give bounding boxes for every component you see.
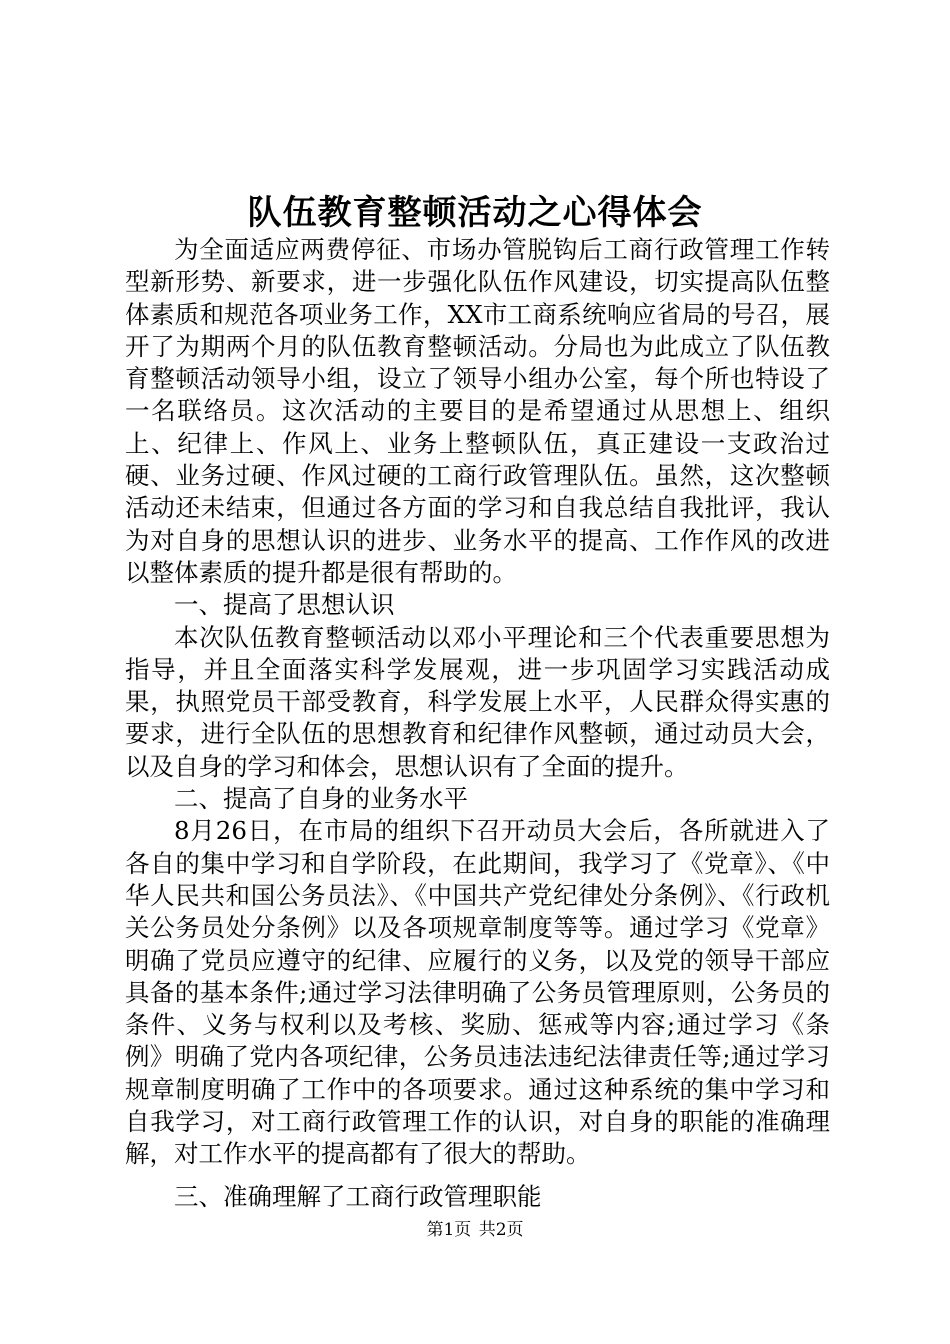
section-heading-3: 三、准确理解了工商行政管理职能 [174,1181,542,1211]
page-number: 第1页 [426,1220,472,1240]
paragraph-intro: 为全面适应两费停征、市场办管脱钩后工商行政管理工作转型新形势、新要求，进一步强化队伍作风建设，切实提高队伍整体素质和规范各项业务工作，XX市工商系统响应省局的号召，展开了为期两个月的队伍教育整顿活动。分局也为此成立了队伍教育整顿活动领导小组，设立了领导小组办公室，每个所也特设了一名联络员。这次活动的主要目的是希望通过从思想上、组织上、纪律上、作风上、业务上整顿队伍，真正建设一支政治过硬、业务过硬、作风过硬的工商行政管理队伍。虽然，这次整顿活动还未结束，但通过各方面的学习和自我总结自我批评，我认为对自身的思想认识的进步、业务水平的提高、工作作风的改进以整体素质的提升都是很有帮助的。 [125,235,830,587]
page-title: 队伍教育整顿活动之心得体会 [247,193,703,233]
document-body [125,234,830,1213]
page-footer [0,1215,950,1240]
page-total: 共2页 [478,1220,524,1240]
paragraph-section-1: 本次队伍教育整顿活动以邓小平理论和三个代表重要思想为指导，并且全面落实科学发展观，进一步巩固学习实践活动成果，执照党员干部受教育，科学发展上水平，人民群众得实惠的要求，进行全队伍的思想教育和纪律作风整顿，通过动员大会，以及自身的学习和体会，思想认识有了全面的提升。 [125,622,830,781]
paragraph-section-2: 8月26日，在市局的组织下召开动员大会后，各所就进入了各自的集中学习和自学阶段，在此期间，我学习了《党章》、《中华人民共和国公务员法》、《中国共产党纪律处分条例》、《行政机关公务员处分条例》以及各项规章制度等等。通过学习《党章》明确了党员应遵守的纪律、应履行的义务，以及党的领导干部应具备的基本条件;通过学习法律明确了公务员管理原则，公务员的条件、义务与权利以及考核、奖励、惩戒等内容;通过学习《条例》明确了党内各项纪律，公务员违法违纪法律责任等;通过学习规章制度明确了工作中的各项要求。通过这种系统的集中学习和自我学习，对工商行政管理工作的认识，对自身的职能的准确理解，对工作水平的提高都有了很大的帮助。 [125,816,830,1169]
section-heading-1: 一、提高了思想认识 [174,590,395,620]
section-heading-2: 二、提高了自身的业务水平 [174,784,468,814]
